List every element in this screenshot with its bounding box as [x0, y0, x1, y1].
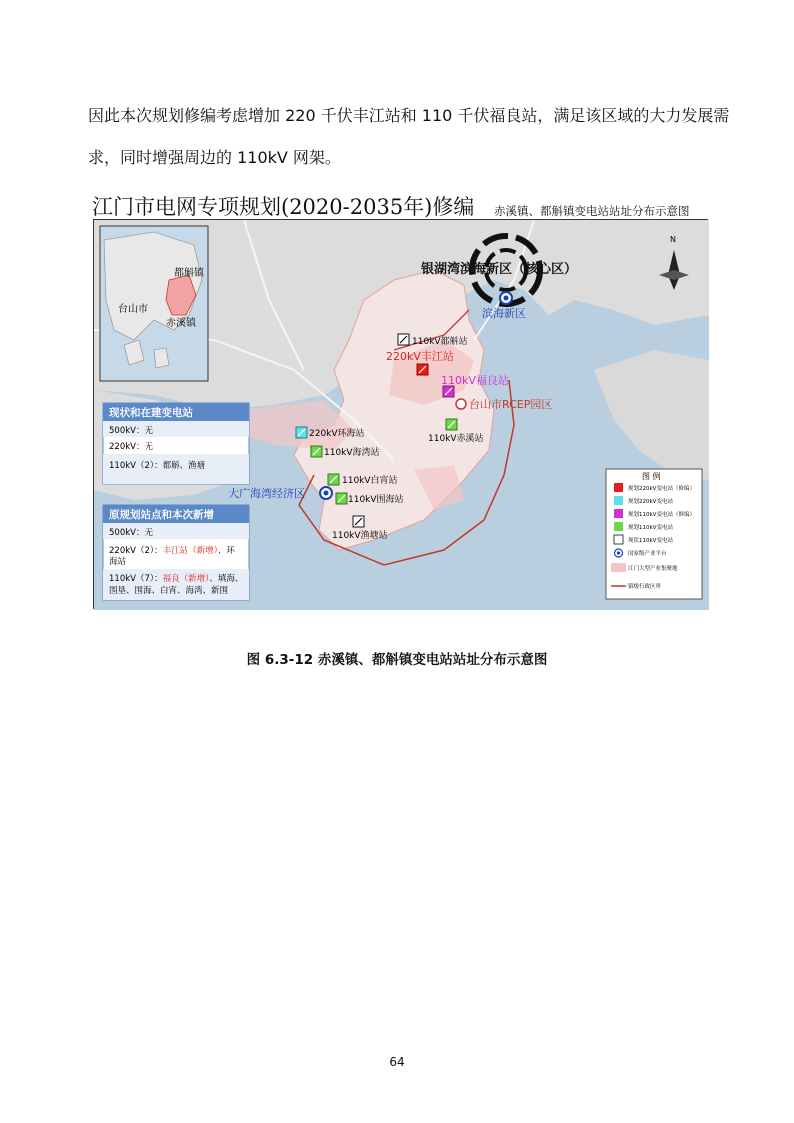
station-distribution-map	[93, 219, 708, 609]
station-label: 110kV赤溪站	[428, 434, 484, 444]
legend-item: 规划110kV变电站（修编）	[628, 512, 695, 518]
legend-icon-220-revised	[614, 483, 623, 492]
figure-title: 江门市电网专项规划(2020-2035年)修编	[92, 195, 475, 219]
station-weihai	[336, 493, 404, 505]
status-box-title: 现状和在建变电站	[109, 407, 193, 419]
station-label: 110kV都斛站	[412, 337, 468, 347]
status-row: 220kV：无	[109, 442, 153, 452]
station-label: 110kV渔塘站	[332, 531, 388, 541]
body-paragraph-line-2: 求，同时增强周边的 110kV 网架。	[88, 148, 341, 167]
station-baixiao	[328, 474, 398, 486]
inset-map	[100, 226, 208, 381]
legend-item: 规划110kV变电站	[628, 525, 673, 531]
plan-row-220kv-cont: 海站	[109, 557, 127, 567]
page-number: 64	[389, 1055, 405, 1069]
inset-label-taishan: 台山市	[118, 304, 148, 315]
station-label: 110kV白宵站	[342, 476, 398, 486]
legend-item: 江门大型产业集聚地	[628, 566, 678, 572]
inset-label-dujie: 都斛镇	[174, 268, 204, 279]
legend-item: 镇级行政区界	[628, 584, 662, 590]
plan-box	[103, 505, 249, 600]
station-label: 110kV海湾站	[324, 448, 380, 458]
station-label: 220kV环海站	[309, 429, 365, 439]
binhai-zone-label: 滨海新区	[482, 307, 526, 320]
legend-item: 规划220kV变电站（修编）	[628, 486, 695, 492]
plan-box-title: 原规划站点和本次新增	[109, 509, 214, 521]
figure-caption: 图 6.3-12 赤溪镇、都斛镇变电站站址分布示意图	[246, 652, 548, 668]
core-zone-label: 银湖湾滨海新区（核心区）	[421, 262, 578, 277]
legend-item: 现状110kV变电站	[628, 538, 673, 544]
legend-icon-existing-110	[614, 535, 623, 544]
legend-icon-110	[614, 522, 623, 531]
station-label: 220kV丰江站	[386, 350, 454, 363]
figure-subtitle: 赤溪镇、都斛镇变电站站址分布示意图	[494, 204, 690, 218]
status-row: 110kV（2）：都斛、渔塘	[109, 461, 206, 471]
rcep-marker-icon	[456, 399, 466, 409]
station-label: 110kV福良站	[441, 374, 509, 387]
daguang-marker-dot	[324, 491, 329, 496]
legend-item: 规划220kV变电站	[628, 499, 673, 505]
daguang-zone-label: 大广海湾经济区	[228, 487, 305, 500]
legend-icon-110-revised	[614, 509, 623, 518]
body-paragraph-line-1: 因此本次规划修编考虑增加 220 千伏丰江站和 110 千伏福良站，满足该区域的大力发展需	[88, 106, 730, 125]
legend	[606, 469, 702, 599]
north-label: N	[670, 235, 676, 244]
station-huanhai	[296, 427, 365, 439]
status-box	[103, 403, 249, 484]
station-haiwan	[311, 446, 380, 458]
plan-row-110kv-cont: 围垦、围海、白宵、海湾、新围	[109, 586, 229, 596]
legend-icon-industrial-zone	[611, 563, 626, 572]
plan-row-500kv: 500kV：无	[109, 528, 153, 538]
status-row: 500kV：无	[109, 426, 153, 436]
station-label: 110kV围海站	[348, 495, 404, 505]
legend-item: 国家级产业平台	[628, 551, 667, 557]
legend-icon-220	[614, 496, 623, 505]
plan-row-110kv: 110kV（7）：福良（新增）、填海、	[109, 574, 244, 584]
inset-label-chixi: 赤溪镇	[166, 318, 196, 329]
plan-row-220kv: 220kV（2）：丰江站（新增）、环	[109, 546, 235, 556]
rcep-zone-label: 台山市RCEP园区	[469, 398, 553, 411]
legend-title: 图 例	[642, 472, 661, 481]
